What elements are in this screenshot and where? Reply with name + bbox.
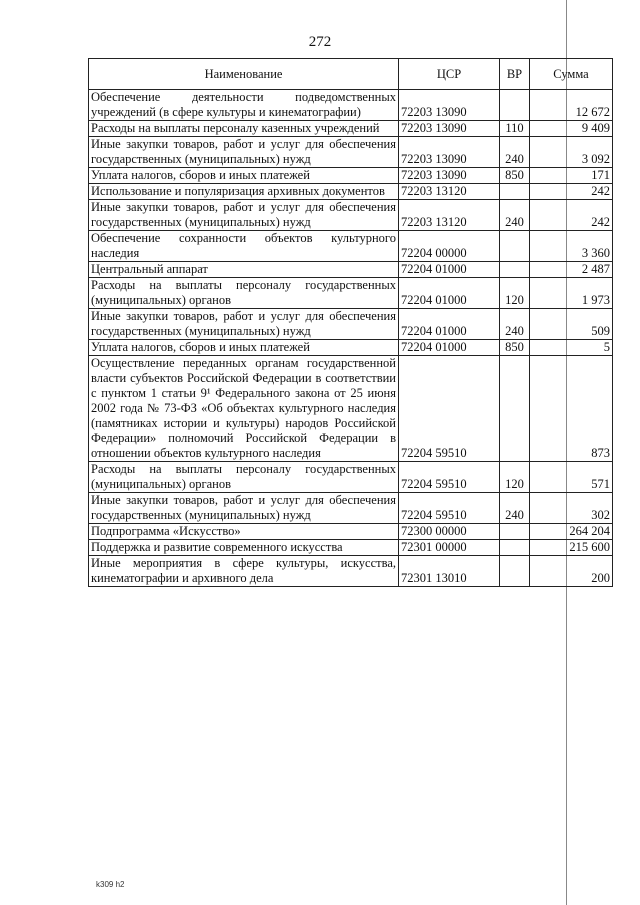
- cell-sum: 12 672: [530, 90, 613, 121]
- cell-csr: 72203 13120: [399, 184, 500, 200]
- cell-name: Уплата налогов, сборов и иных платежей: [89, 340, 399, 356]
- header-csr: ЦСР: [399, 59, 500, 90]
- cell-sum: 2 487: [530, 262, 613, 278]
- cell-sum: 509: [530, 309, 613, 340]
- table-row: [89, 262, 613, 278]
- cell-vr: [500, 262, 530, 278]
- cell-sum: 200: [530, 556, 613, 587]
- cell-csr: 72204 00000: [399, 231, 500, 262]
- cell-vr: [500, 356, 530, 462]
- table-row: [89, 168, 613, 184]
- table-row: [89, 90, 613, 121]
- cell-sum: 3 360: [530, 231, 613, 262]
- cell-vr: [500, 524, 530, 540]
- table-row: [89, 309, 613, 340]
- cell-csr: 72204 01000: [399, 262, 500, 278]
- table-row: [89, 493, 613, 524]
- table-row: [89, 200, 613, 231]
- table-body: [89, 90, 613, 587]
- budget-table: [88, 58, 613, 587]
- cell-name: Поддержка и развитие современного искусства: [89, 540, 399, 556]
- cell-vr: 120: [500, 278, 530, 309]
- cell-vr: 240: [500, 493, 530, 524]
- cell-csr: 72204 59510: [399, 493, 500, 524]
- cell-csr: 72204 01000: [399, 309, 500, 340]
- cell-vr: 850: [500, 168, 530, 184]
- table-row: [89, 524, 613, 540]
- cell-name: Иные закупки товаров, работ и услуг для обеспечения государственных (муниципальных) нужд: [89, 137, 399, 168]
- cell-sum: 3 092: [530, 137, 613, 168]
- cell-name: Иные закупки товаров, работ и услуг для обеспечения государственных (муниципальных) нужд: [89, 493, 399, 524]
- cell-name: Использование и популяризация архивных документов: [89, 184, 399, 200]
- table-row: [89, 462, 613, 493]
- header-vr: ВР: [500, 59, 530, 90]
- cell-csr: 72203 13090: [399, 121, 500, 137]
- cell-vr: [500, 556, 530, 587]
- cell-vr: 120: [500, 462, 530, 493]
- cell-csr: 72203 13090: [399, 137, 500, 168]
- header-name: Наименование: [89, 59, 399, 90]
- cell-name: Уплата налогов, сборов и иных платежей: [89, 168, 399, 184]
- cell-csr: 72204 01000: [399, 340, 500, 356]
- table-header-row: [89, 59, 613, 90]
- table-row: [89, 556, 613, 587]
- cell-name: Расходы на выплаты персоналу казенных учреждений: [89, 121, 399, 137]
- page-number: 272: [308, 34, 332, 50]
- cell-vr: [500, 540, 530, 556]
- table-row: [89, 231, 613, 262]
- cell-name: Расходы на выплаты персоналу государственных (муниципальных) органов: [89, 278, 399, 309]
- cell-csr: 72204 59510: [399, 462, 500, 493]
- cell-name: Иные мероприятия в сфере культуры, искусства, кинематографии и архивного дела: [89, 556, 399, 587]
- cell-vr: [500, 231, 530, 262]
- cell-sum: 171: [530, 168, 613, 184]
- table-row: [89, 121, 613, 137]
- cell-csr: 72301 13010: [399, 556, 500, 587]
- cell-sum: 302: [530, 493, 613, 524]
- table-row: [89, 540, 613, 556]
- cell-csr: 72204 01000: [399, 278, 500, 309]
- cell-sum: 242: [530, 200, 613, 231]
- cell-csr: 72300 00000: [399, 524, 500, 540]
- cell-name: Центральный аппарат: [89, 262, 399, 278]
- cell-sum: 9 409: [530, 121, 613, 137]
- footer-code: k309 h2: [96, 880, 125, 889]
- table-row: [89, 184, 613, 200]
- cell-name: Подпрограмма «Искусство»: [89, 524, 399, 540]
- cell-sum: 242: [530, 184, 613, 200]
- cell-vr: [500, 184, 530, 200]
- cell-vr: 240: [500, 309, 530, 340]
- cell-sum: 264 204: [530, 524, 613, 540]
- cell-name: Обеспечение сохранности объектов культурного наследия: [89, 231, 399, 262]
- cell-name: Осуществление переданных органам государственной власти субъектов Российской Федерации в соответствии с пунктом 1 статьи 9¹ Федерального закона от 25 июня 2002 года № 73-ФЗ «Об объектах культурного наследия (памятниках истории и культуры) народов Российской Федерации» полномочий Российской Федерации в отношении объектов культурного наследия: [89, 356, 399, 462]
- cell-csr: 72203 13120: [399, 200, 500, 231]
- cell-name: Расходы на выплаты персоналу государственных (муниципальных) органов: [89, 462, 399, 493]
- cell-csr: 72203 13090: [399, 168, 500, 184]
- cell-vr: 240: [500, 137, 530, 168]
- cell-vr: 110: [500, 121, 530, 137]
- cell-name: Иные закупки товаров, работ и услуг для обеспечения государственных (муниципальных) нужд: [89, 309, 399, 340]
- cell-csr: 72301 00000: [399, 540, 500, 556]
- table-row: [89, 340, 613, 356]
- cell-vr: [500, 90, 530, 121]
- cell-sum: 873: [530, 356, 613, 462]
- cell-sum: 1 973: [530, 278, 613, 309]
- cell-sum: 215 600: [530, 540, 613, 556]
- cell-vr: 240: [500, 200, 530, 231]
- table-row: [89, 356, 613, 462]
- cell-name: Иные закупки товаров, работ и услуг для обеспечения государственных (муниципальных) нужд: [89, 200, 399, 231]
- header-sum: Сумма: [530, 59, 613, 90]
- cell-csr: 72203 13090: [399, 90, 500, 121]
- cell-sum: 571: [530, 462, 613, 493]
- cell-name: Обеспечение деятельности подведомственных учреждений (в сфере культуры и кинематографии): [89, 90, 399, 121]
- cell-vr: 850: [500, 340, 530, 356]
- cell-csr: 72204 59510: [399, 356, 500, 462]
- table-row: [89, 137, 613, 168]
- table-row: [89, 278, 613, 309]
- cell-sum: 5: [530, 340, 613, 356]
